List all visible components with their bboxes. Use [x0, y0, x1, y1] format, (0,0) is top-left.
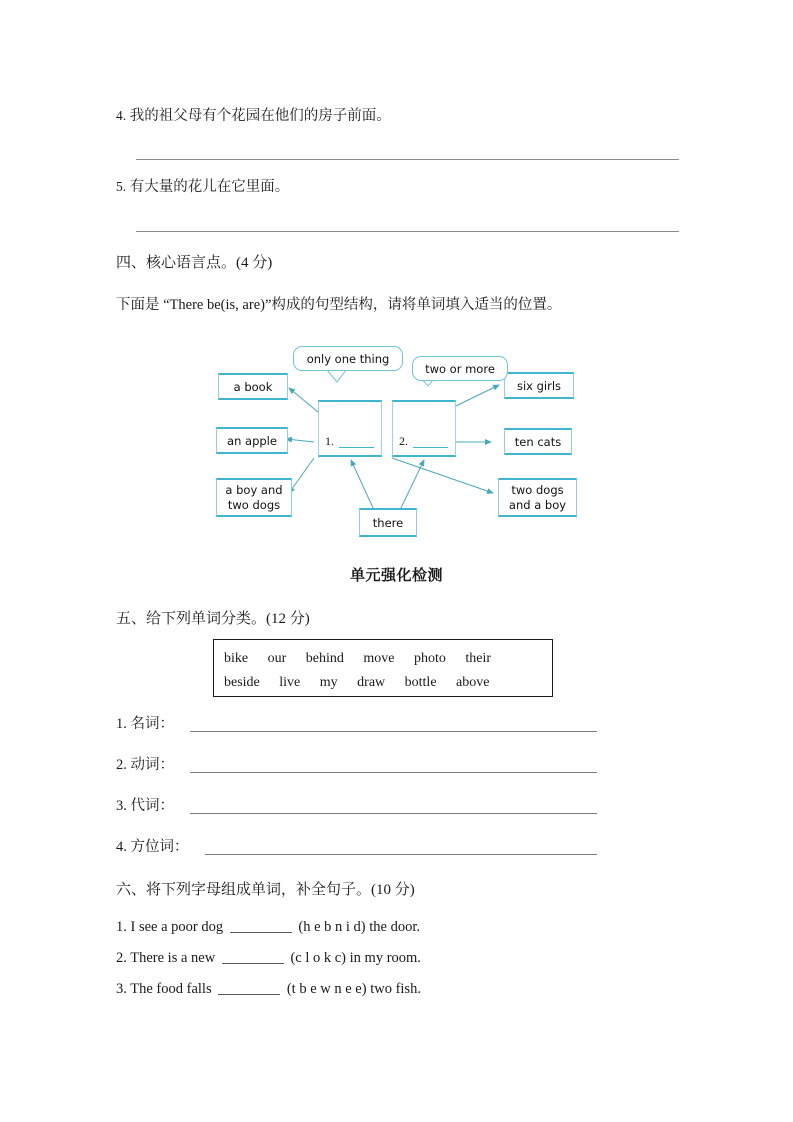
bubble-two-or-more	[412, 356, 508, 381]
word-bank-row-1	[224, 647, 542, 671]
there-be-structure-diagram	[196, 338, 596, 554]
sentence-item-2-after: in my room.	[349, 950, 421, 966]
sentence-item-1-before: I see a poor dog	[130, 919, 224, 935]
center-box-1-blank[interactable]	[339, 447, 374, 448]
category-row-noun	[116, 714, 174, 734]
word-our: our	[267, 651, 287, 666]
bubble-only-one-thing	[293, 346, 403, 371]
section-six-heading: 六、将下列字母组成单词，补全句子。(10 分)	[116, 882, 415, 898]
option-box-a-book-label: a book	[233, 379, 273, 394]
option-box-an-apple-label: an apple	[227, 433, 277, 448]
sentence-item-1-number: 1.	[116, 919, 127, 935]
center-box-1-label: 1.	[325, 434, 334, 448]
translation-answer-line-5[interactable]	[136, 231, 679, 232]
category-row-pronoun-number: 3.	[116, 798, 127, 814]
category-answer-line-noun[interactable]	[190, 731, 597, 732]
sentence-item-1-hint: (h e b n i d)	[298, 919, 366, 935]
word-draw: draw	[357, 675, 386, 690]
option-box-there[interactable]	[359, 508, 417, 537]
category-answer-line-verb[interactable]	[190, 772, 597, 773]
word-live: live	[279, 675, 301, 690]
sentence-item-2-before: There is a new	[130, 950, 216, 966]
word-beside: beside	[224, 675, 260, 690]
sentence-item-3	[116, 979, 421, 999]
word-bottle: bottle	[404, 675, 437, 690]
sentence-item-3-number: 3.	[116, 981, 127, 997]
category-row-preposition	[116, 837, 189, 857]
bubble-two-or-more-label: two or more	[425, 361, 495, 376]
section-four-instruction: 下面是 “There be(is, are)”构成的句型结构，请将单词填入适当的位置。	[116, 297, 562, 313]
word-their: their	[465, 651, 492, 666]
sentence-item-3-hint: (t b e w n e e)	[286, 981, 367, 997]
word-bike: bike	[224, 651, 249, 666]
category-answer-line-pronoun[interactable]	[190, 813, 597, 814]
option-box-two-dogs-and-a-boy-line2: and a boy	[508, 497, 567, 512]
category-row-preposition-number: 4.	[116, 839, 127, 855]
option-box-six-girls[interactable]	[504, 372, 574, 399]
word-above: above	[456, 675, 490, 690]
translation-answer-line-4[interactable]	[136, 159, 679, 160]
sentence-item-1	[116, 917, 420, 937]
category-row-noun-number: 1.	[116, 716, 127, 732]
translation-item-4-number: 4.	[116, 108, 127, 123]
sentence-item-2-hint: (c l o k c)	[290, 950, 347, 966]
category-row-verb-number: 2.	[116, 757, 127, 773]
word-move: move	[363, 651, 395, 666]
option-box-a-boy-and-two-dogs-line2: two dogs	[227, 497, 281, 512]
center-box-2[interactable]	[392, 400, 456, 457]
translation-item-5-text: 有大量的花儿在它里面。	[129, 179, 290, 195]
word-behind: behind	[305, 651, 344, 666]
option-box-ten-cats[interactable]	[504, 428, 572, 455]
bubble-only-one-thing-label: only one thing	[306, 351, 390, 366]
option-box-there-label: there	[372, 515, 404, 530]
category-row-pronoun	[116, 796, 174, 816]
word-bank-row-2	[224, 671, 542, 695]
sentence-item-1-after: the door.	[369, 919, 420, 935]
sentence-item-2-number: 2.	[116, 950, 127, 966]
category-row-verb	[116, 755, 174, 775]
option-box-two-dogs-and-a-boy[interactable]	[498, 478, 577, 517]
center-box-1[interactable]	[318, 400, 382, 457]
section-five-heading: 五、给下列单词分类。(12 分)	[116, 611, 310, 627]
category-row-pronoun-label: 代词：	[130, 798, 174, 814]
unit-test-banner: 单元强化检测	[349, 567, 443, 584]
translation-item-4-text: 我的祖父母有个花园在他们的房子前面。	[129, 108, 391, 124]
sentence-item-2-blank[interactable]	[222, 963, 284, 964]
option-box-two-dogs-and-a-boy-line1: two dogs	[511, 482, 564, 497]
sentence-item-3-blank[interactable]	[218, 994, 280, 995]
category-row-noun-label: 名词：	[130, 716, 174, 732]
option-box-a-boy-and-two-dogs-line1: a boy and	[225, 482, 283, 497]
sentence-item-3-before: The food falls	[130, 981, 212, 997]
option-box-six-girls-label: six girls	[516, 378, 562, 393]
translation-item-5-number: 5.	[116, 179, 127, 194]
translation-item-5	[116, 177, 681, 197]
word-photo: photo	[414, 651, 446, 666]
sentence-item-1-blank[interactable]	[230, 932, 292, 933]
category-row-verb-label: 动词：	[130, 757, 174, 773]
option-box-an-apple[interactable]	[216, 427, 288, 454]
category-answer-line-preposition[interactable]	[205, 854, 597, 855]
section-four-heading: 四、核心语言点。(4 分)	[116, 255, 273, 271]
category-row-preposition-label: 方位词：	[130, 839, 189, 855]
center-box-2-blank[interactable]	[413, 447, 448, 448]
option-box-a-book[interactable]	[218, 373, 288, 400]
option-box-a-boy-and-two-dogs[interactable]	[216, 478, 292, 517]
option-box-ten-cats-label: ten cats	[514, 434, 562, 449]
word-bank	[213, 639, 553, 697]
center-box-2-label: 2.	[399, 434, 408, 448]
sentence-item-2	[116, 948, 421, 968]
sentence-item-3-after: two fish.	[370, 981, 421, 997]
word-my: my	[319, 675, 338, 690]
translation-item-4	[116, 106, 681, 126]
